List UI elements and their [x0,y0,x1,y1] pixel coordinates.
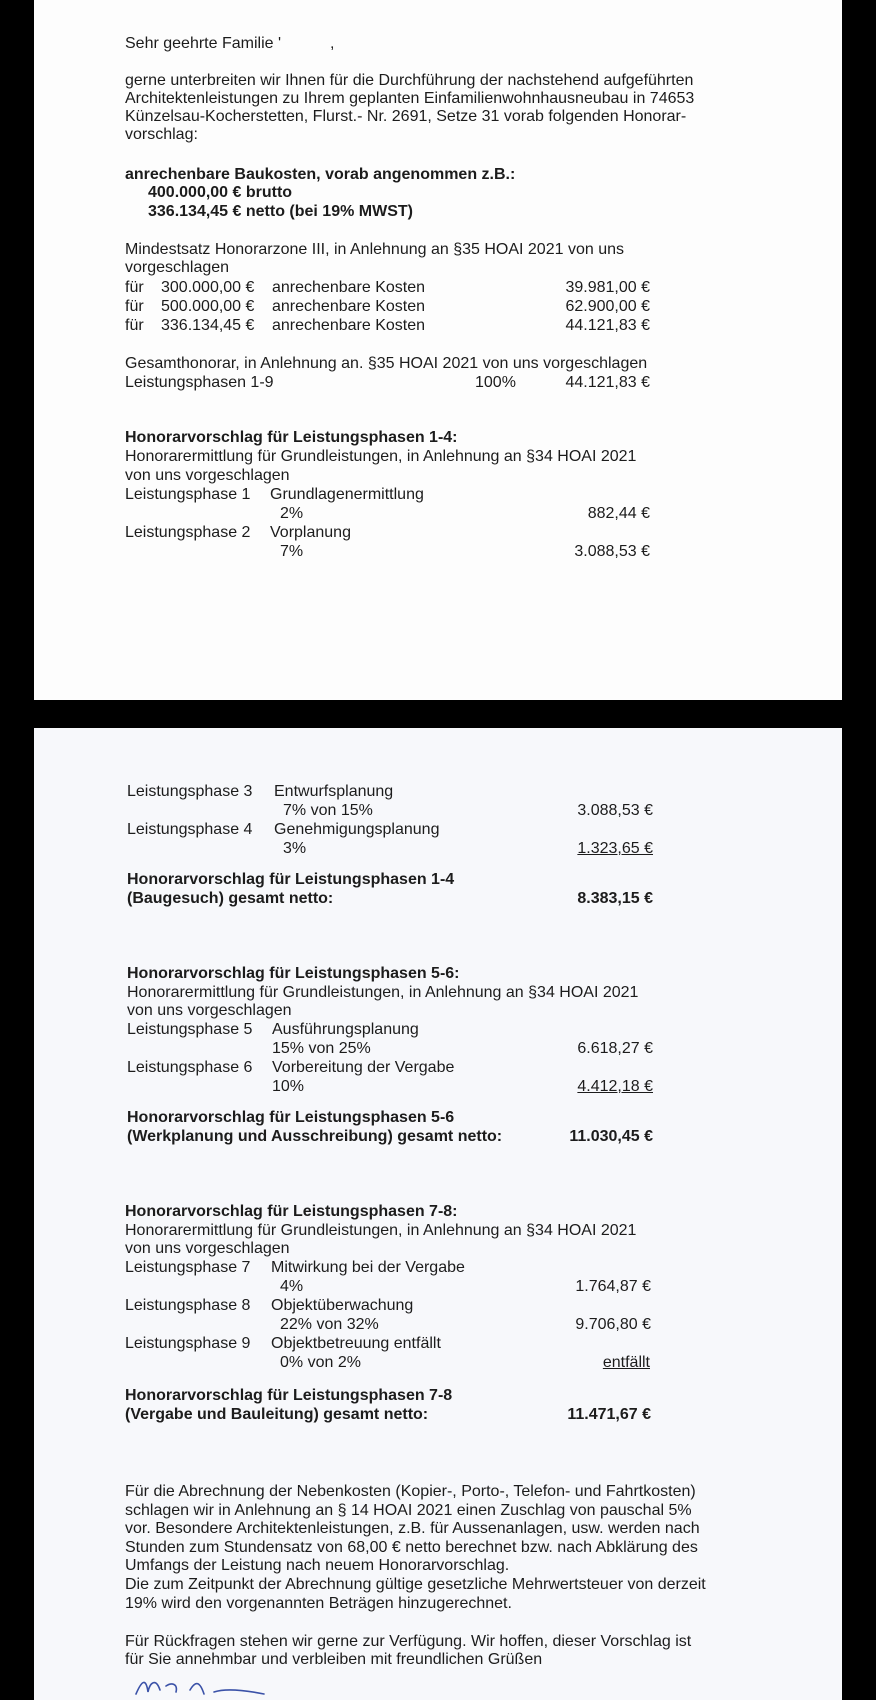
phase-value: 3.088,53 € [574,543,650,560]
phase-name: Mitwirkung bei der Vergabe [271,1259,465,1276]
nebenkosten-line: Die zum Zeitpunkt der Abrechnung gültige gesetzliche Mehrwertsteuer von derzeit [125,1576,706,1593]
gesamthonorar-line: Gesamthonorar, in Anlehnung an. §35 HOAI 2021 von uns vorgeschlagen [125,355,648,372]
fuer-desc: anrechenbare Kosten [272,317,425,334]
phase-percent: 4% [280,1278,304,1295]
section-1-4-sub: Honorarermittlung für Grundleistungen, in Anlehnung an §34 HOAI 2021 [125,448,637,465]
phase-value: 4.412,18 € [577,1078,653,1095]
total-1-4-label: (Baugesuch) gesamt netto: [127,890,334,907]
lp19-value: 44.121,83 € [565,374,650,391]
fuer-amount: 336.134,45 € [161,317,255,334]
nebenkosten-line: Umfangs der Leistung nach neuem Honorarvorschlag. [125,1557,510,1574]
phase-value: 3.088,53 € [577,802,653,819]
total-1-4-value: 8.383,15 € [577,890,653,907]
baukosten-brutto: 400.000,00 € brutto [148,184,293,201]
section-5-6-heading: Honorarvorschlag für Leistungsphasen 5-6: [127,965,460,982]
lp19-label: Leistungsphasen 1-9 [125,374,274,391]
section-1-4-sub: von uns vorgeschlagen [125,467,290,484]
baukosten-netto: 336.134,45 € netto (bei 19% MWST) [148,203,413,220]
fuer-label: für [125,279,144,296]
section-5-6-sub: Honorarermittlung für Grundleistungen, in Anlehnung an §34 HOAI 2021 [127,984,639,1001]
nebenkosten-line: schlagen wir in Anlehnung an § 14 HOAI 2021 einen Zuschlag von pauschal 5% [125,1502,692,1519]
total-5-6-label: Honorarvorschlag für Leistungsphasen 5-6 [127,1109,455,1126]
phase-name: Grundlagenermittlung [270,486,424,503]
phase-value: entfällt [602,1354,650,1371]
phase-percent: 2% [280,505,304,522]
nebenkosten-line: 19% wird den vorgenannten Beträgen hinzugerechnet. [125,1595,512,1612]
baukosten-heading: anrechenbare Baukosten, vorab angenommen z.B.: [125,166,516,183]
phase-label: Leistungsphase 8 [125,1297,251,1314]
handwritten-signature [134,1672,334,1700]
section-7-8-heading: Honorarvorschlag für Leistungsphasen 7-8: [125,1203,458,1220]
phase-name: Ausführungsplanung [272,1021,419,1038]
total-7-8-label: Honorarvorschlag für Leistungsphasen 7-8 [125,1387,453,1404]
nebenkosten-line: Stunden zum Stundensatz von 68,00 € netto berechnet bzw. nach Abklärung des [125,1539,698,1556]
total-7-8-label: (Vergabe und Bauleitung) gesamt netto: [125,1406,429,1423]
nebenkosten-line: vor. Besondere Architektenleistungen, z.B. für Aussenanlagen, usw. werden nach [125,1520,700,1537]
section-5-6-sub: von uns vorgeschlagen [127,1002,292,1019]
phase-name: Vorbereitung der Vergabe [272,1059,455,1076]
section-1-4-heading: Honorarvorschlag für Leistungsphasen 1-4: [125,429,458,446]
fuer-amount: 500.000,00 € [161,298,255,315]
phase-label: Leistungsphase 5 [127,1021,253,1038]
phase-value: 1.764,87 € [575,1278,651,1295]
nebenkosten-line: Für die Abrechnung der Nebenkosten (Kopier-, Porto-, Telefon- und Fahrtkosten) [125,1483,696,1500]
fuer-desc: anrechenbare Kosten [272,279,425,296]
phase-label: Leistungsphase 2 [125,524,251,541]
intro-line: gerne unterbreiten wir Ihnen für die Durchführung der nachstehend aufgeführten [125,72,694,89]
phase-label: Leistungsphase 1 [125,486,251,503]
phase-name: Genehmigungsplanung [274,821,440,838]
intro-line: vorschlag: [125,126,198,143]
total-5-6-value: 11.030,45 € [569,1128,653,1145]
section-7-8-sub: Honorarermittlung für Grundleistungen, in Anlehnung an §34 HOAI 2021 [125,1222,637,1239]
phase-percent: 15% von 25% [272,1040,371,1057]
total-5-6-label: (Werkplanung und Ausschreibung) gesamt netto: [127,1128,503,1145]
signature-stroke [136,1682,264,1694]
phase-name: Objektbetreuung entfällt [271,1335,441,1352]
mindestsatz-line: vorgeschlagen [125,259,230,276]
phase-label: Leistungsphase 6 [127,1059,253,1076]
fuer-label: für [125,298,144,315]
phase-label: Leistungsphase 4 [127,821,253,838]
phase-percent: 22% von 32% [280,1316,379,1333]
phase-value: 9.706,80 € [575,1316,651,1333]
phase-label: Leistungsphase 3 [127,783,253,800]
closing-line: für Sie annehmbar und verbleiben mit freundlichen Grüßen [125,1651,543,1668]
total-7-8-value: 11.471,67 € [567,1406,651,1423]
intro-line: Künzelsau-Kocherstetten, Flurst.- Nr. 2691, Setze 31 vorab folgenden Honorar- [125,108,687,125]
phase-name: Vorplanung [270,524,351,541]
phase-percent: 7% von 15% [283,802,373,819]
phase-percent: 10% [272,1078,305,1095]
fuer-value: 44.121,83 € [565,317,650,334]
phase-name: Objektüberwachung [271,1297,414,1314]
phase-value: 6.618,27 € [577,1040,653,1057]
phase-value: 882,44 € [587,505,650,522]
closing-line: Für Rückfragen stehen wir gerne zur Verfügung. Wir hoffen, dieser Vorschlag ist [125,1633,692,1650]
fuer-value: 39.981,00 € [565,279,650,296]
total-1-4-label: Honorarvorschlag für Leistungsphasen 1-4 [127,871,455,888]
fuer-amount: 300.000,00 € [161,279,255,296]
section-7-8-sub: von uns vorgeschlagen [125,1240,290,1257]
phase-label: Leistungsphase 9 [125,1335,251,1352]
mindestsatz-line: Mindestsatz Honorarzone III, in Anlehnung an §35 HOAI 2021 von uns [125,241,624,258]
fuer-desc: anrechenbare Kosten [272,298,425,315]
letter-page-1 [34,0,842,700]
fuer-label: für [125,317,144,334]
phase-percent: 0% von 2% [280,1354,361,1371]
salutation: Sehr geehrte Familie ' [125,35,282,52]
fuer-value: 62.900,00 € [565,298,650,315]
intro-line: Architektenleistungen zu Ihrem geplanten Einfamilienwohnhausneubau in 74653 [125,90,695,107]
phase-percent: 3% [283,840,307,857]
salutation-comma: , [330,35,335,52]
phase-percent: 7% [280,543,304,560]
phase-label: Leistungsphase 7 [125,1259,251,1276]
phase-name: Entwurfsplanung [274,783,394,800]
letter-page-2 [34,728,842,1700]
phase-value: 1.323,65 € [577,840,653,857]
lp19-percent: 100% [475,374,516,391]
